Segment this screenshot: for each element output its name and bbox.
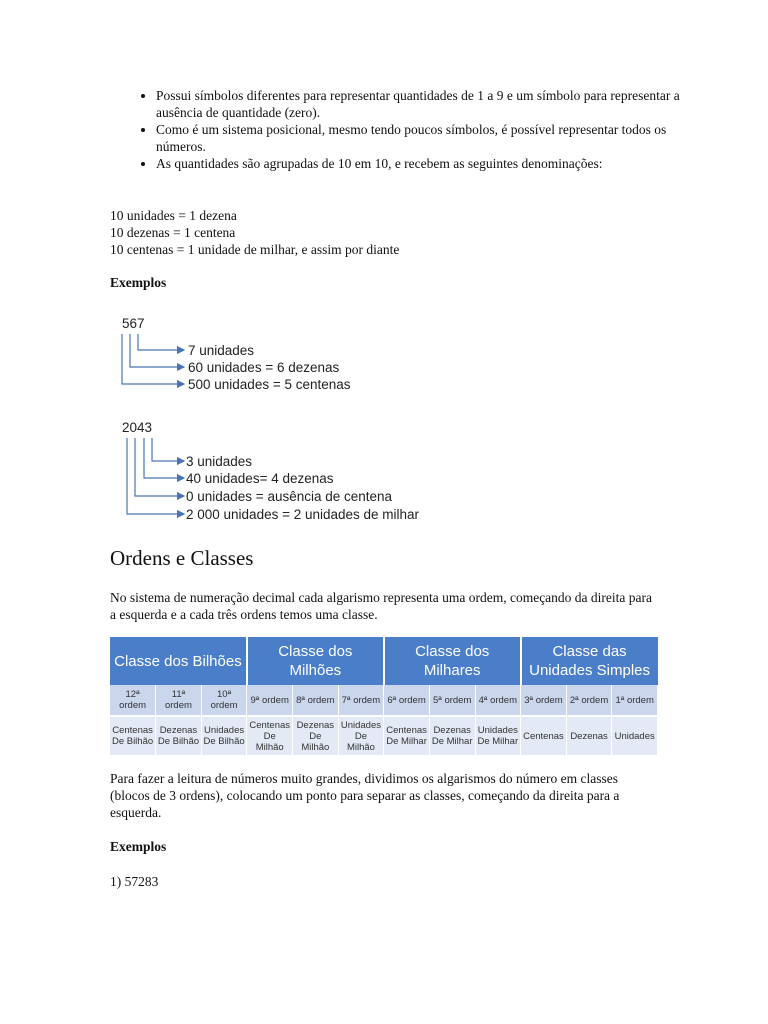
name-cell: Unidades De Bilhão [201,716,247,755]
name-cell: Unidades [612,716,658,755]
order-cell: 2ª ordem [566,685,612,716]
example-number: 567 [122,316,145,331]
bullet-item: • Como é um sistema posicional, mesmo tendo poucos símbolos, é possível representar todos os números. [156,121,716,155]
name-cell: Unidades De Milhar [475,716,521,755]
example-line: 2 000 unidades = 2 unidades de milhar [186,507,420,522]
example-line: 60 unidades = 6 dezenas [188,360,340,375]
order-cell: 5ª ordem [429,685,475,716]
example-line: 7 unidades [188,343,255,358]
order-cell: 11ª ordem [156,685,202,716]
order-cell: 12ª ordem [110,685,156,716]
name-cell: Centenas De Milhar [384,716,430,755]
equivalence-line: 10 centenas = 1 unidade de milhar, e assim por diante [110,242,400,257]
examples-heading-2: Exemplos [110,839,167,854]
name-row [110,716,658,755]
example-2043-diagram [110,416,450,524]
reading-paragraph: Para fazer a leitura de números muito grandes, dividimos os algarismos do número em classes (blocos de 3 ordens), colocando um ponto para separar as classes, começando da direita para a esquerda. [110,771,620,820]
arrow [152,438,184,461]
example-567-diagram [110,312,410,394]
name-cell: Dezenas [566,716,612,755]
name-cell: Dezenas De Milhão [293,716,339,755]
example-line: 3 unidades [186,454,253,469]
example-number: 2043 [122,420,153,435]
name-cell: Dezenas De Bilhão [156,716,202,755]
name-cell: Centenas De Bilhão [110,716,156,755]
order-cell: 6ª ordem [384,685,430,716]
arrow [144,438,184,478]
class-header: Classe dos Bilhões [110,637,247,685]
order-cell: 4ª ordem [475,685,521,716]
bullet-list [110,87,716,172]
examples-heading: Exemplos [110,275,167,290]
class-header: Classe dos Milhares [384,637,521,685]
equivalences [110,207,399,258]
arrow [135,438,184,496]
bullet-item: • Possui símbolos diferentes para representar quantidades de 1 a 9 e um símbolo para representar a ausência de quantidade (zero). [156,87,716,121]
order-cell: 7ª ordem [338,685,384,716]
order-cell: 8ª ordem [293,685,339,716]
example-item: 1) 57283 [110,874,159,889]
order-cell: 3ª ordem [521,685,567,716]
equivalence-line: 10 dezenas = 1 centena [110,225,236,240]
order-cell: 10ª ordem [201,685,247,716]
name-cell: Centenas De Milhão [247,716,293,755]
name-cell: Dezenas De Milhar [429,716,475,755]
name-cell: Centenas [521,716,567,755]
class-header: Classe dos Milhões [247,637,384,685]
classes-table [110,637,658,755]
class-header: Classe das Unidades Simples [521,637,658,685]
intro-paragraph: No sistema de numeração decimal cada algarismo representa uma ordem, começando da direita para a esquerda e a cada três ordens temos uma classe. [110,590,653,622]
section-title: Ordens e Classes [110,546,254,570]
arrow [138,334,184,350]
equivalence-line: 10 unidades = 1 dezena [110,208,237,223]
example-line: 40 unidades= 4 dezenas [186,471,334,486]
example-line: 500 unidades = 5 centenas [188,377,351,392]
order-cell: 1ª ordem [612,685,658,716]
example-line: 0 unidades = ausência de centena [186,489,393,504]
arrow [122,334,184,384]
order-row [110,685,658,716]
order-cell: 9ª ordem [247,685,293,716]
class-header-row [110,637,658,685]
name-cell: Unidades De Milhão [338,716,384,755]
bullet-item: • As quantidades são agrupadas de 10 em 10, e recebem as seguintes denominações: [156,155,716,172]
